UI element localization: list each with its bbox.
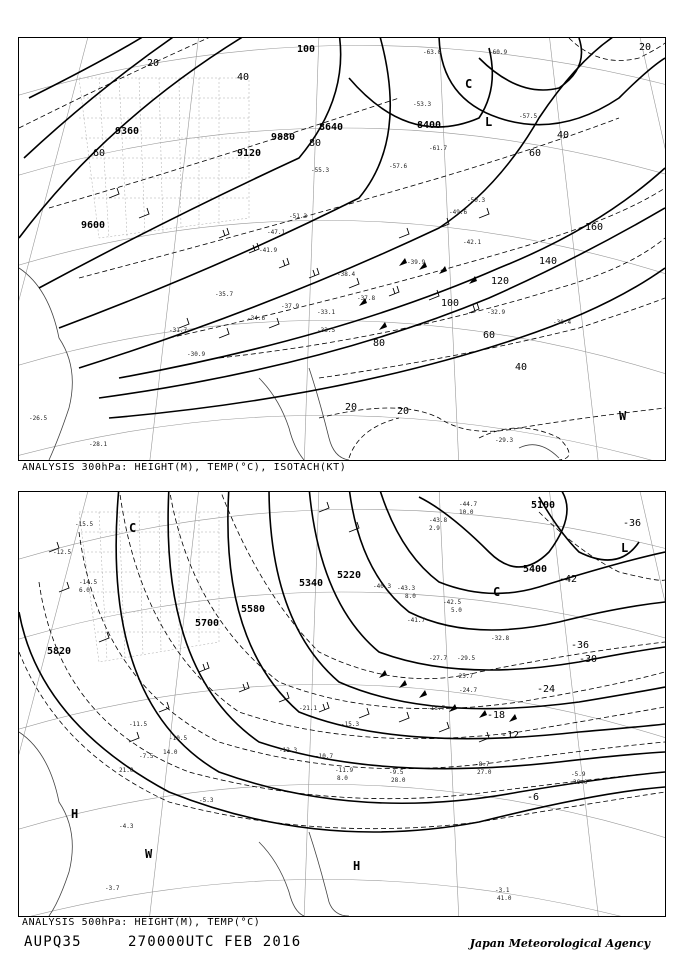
graticule: [19, 38, 665, 460]
isotach-label: 20: [345, 402, 358, 413]
height-label: 5700: [195, 618, 220, 629]
cold-marker: C: [493, 585, 501, 599]
wind-flags: [359, 258, 477, 330]
agency-credit: Japan Meteorological Agency: [469, 937, 650, 950]
svg-text:-51.3: -51.3: [289, 213, 308, 220]
isotach-label: 40: [557, 130, 570, 141]
svg-text:-32.8: -32.8: [491, 635, 510, 642]
svg-text:-4.3: -4.3: [119, 823, 134, 830]
svg-text:-12.5: -12.5: [53, 549, 72, 556]
svg-text:6.0: 6.0: [79, 587, 90, 594]
low-marker: L: [621, 541, 629, 555]
warm-marker: W: [145, 847, 153, 861]
svg-text:26.0: 26.0: [573, 779, 588, 786]
isotach-label: 140: [539, 256, 558, 267]
svg-text:-43.8: -43.8: [429, 517, 448, 524]
isotach-label: 60: [93, 148, 106, 159]
svg-text:-27.7: -27.7: [429, 655, 448, 662]
svg-text:21.0: 21.0: [119, 767, 134, 774]
height-label: 5340: [299, 578, 324, 589]
svg-text:-18.7: -18.7: [427, 705, 446, 712]
svg-text:-41.9: -41.9: [259, 247, 278, 254]
svg-text:-34.6: -34.6: [247, 315, 266, 322]
cold-marker: C: [129, 521, 137, 535]
height-label: 5400: [523, 564, 548, 575]
station-temps: [53, 501, 586, 894]
isotach-label: 120: [491, 276, 510, 287]
svg-text:-49.6: -49.6: [449, 209, 468, 216]
svg-text:-30.9: -30.9: [187, 351, 206, 358]
svg-text:-33.5: -33.5: [317, 327, 336, 334]
svg-text:-24.7: -24.7: [459, 687, 478, 694]
svg-text:-11.9: -11.9: [335, 767, 354, 774]
isotachs: [19, 38, 665, 460]
height-label: 9120: [237, 148, 262, 159]
svg-text:-47.1: -47.1: [267, 229, 286, 236]
analysis-time: 270000UTC FEB 2016: [128, 934, 302, 950]
svg-text:-15.3: -15.3: [341, 721, 360, 728]
station-temps: [29, 49, 571, 448]
isotach-label: 60: [483, 330, 496, 341]
isotach-label: 20: [397, 406, 410, 417]
svg-text:-11.5: -11.5: [129, 721, 148, 728]
warm-marker: W: [619, 409, 627, 423]
svg-text:-43.3: -43.3: [397, 585, 416, 592]
height-label: 8640: [319, 122, 344, 133]
stipple-area: [79, 512, 219, 662]
height-contours: [19, 38, 665, 418]
map-300hpa-svg: [19, 38, 665, 460]
isotach-label: 100: [441, 298, 460, 309]
svg-text:41.0: 41.0: [497, 895, 512, 902]
height-label: 5100: [531, 500, 556, 511]
height-label: 8400: [417, 120, 442, 131]
isotach-label: 40: [515, 362, 528, 373]
svg-text:-26.5: -26.5: [29, 415, 48, 422]
isotherm-label: -18: [487, 710, 506, 721]
svg-text:-5.9: -5.9: [571, 771, 586, 778]
wind-barbs: [109, 188, 489, 338]
svg-text:-53.3: -53.3: [413, 101, 432, 108]
svg-text:14.0: 14.0: [163, 749, 178, 756]
isotach-label: 40: [237, 72, 250, 83]
svg-text:-10.7: -10.7: [315, 753, 334, 760]
svg-text:-25.7: -25.7: [455, 673, 474, 680]
isotherm-label: -12: [501, 730, 520, 741]
caption-300hpa: ANALYSIS 300hPa: HEIGHT(M), TEMP(°C), ISOTACH(KT): [22, 462, 347, 473]
svg-text:-30.4: -30.4: [553, 319, 572, 326]
analysis-500hpa-map: [18, 491, 666, 917]
svg-text:10.0: 10.0: [459, 509, 474, 516]
svg-text:-40.3: -40.3: [373, 583, 392, 590]
svg-text:-32.9: -32.9: [487, 309, 506, 316]
svg-text:-31.7: -31.7: [169, 327, 188, 334]
isotherm-label: -42: [559, 574, 578, 585]
svg-text:2.9: 2.9: [429, 525, 440, 532]
isotach-label: 60: [529, 148, 542, 159]
height-label: 5220: [337, 570, 362, 581]
svg-text:-28.1: -28.1: [89, 441, 108, 448]
low-marker: L: [485, 115, 493, 129]
high-marker: H: [71, 807, 79, 821]
svg-text:-10.5: -10.5: [169, 735, 188, 742]
isotach-label: 20: [147, 58, 160, 69]
svg-text:-7.5: -7.5: [139, 753, 154, 760]
height-label: 5820: [47, 646, 72, 657]
svg-text:-37.9: -37.9: [281, 303, 300, 310]
svg-text:-61.7: -61.7: [429, 145, 448, 152]
svg-text:-8.7: -8.7: [475, 761, 490, 768]
isotach-label: 80: [309, 138, 322, 149]
svg-text:-35.7: -35.7: [215, 291, 234, 298]
svg-text:-15.5: -15.5: [75, 521, 94, 528]
svg-text:-14.5: -14.5: [79, 579, 98, 586]
svg-text:-44.7: -44.7: [459, 501, 478, 508]
svg-text:-37.8: -37.8: [357, 295, 376, 302]
analysis-300hpa-map: [18, 37, 666, 461]
bulletin-code: AUPQ35: [24, 934, 82, 950]
svg-text:-63.0: -63.0: [423, 49, 442, 56]
height-label: 9360: [115, 126, 140, 137]
high-marker: H: [353, 859, 361, 873]
caption-500hpa: ANALYSIS 500hPa: HEIGHT(M), TEMP(°C): [22, 917, 261, 928]
svg-text:-3.1: -3.1: [495, 887, 510, 894]
isotach-label: 80: [373, 338, 386, 349]
height-label: 9880: [271, 132, 296, 143]
svg-text:-33.1: -33.1: [317, 309, 336, 316]
svg-text:-9.5: -9.5: [389, 769, 404, 776]
isotach-label: 160: [585, 222, 604, 233]
station-dewpoints: [79, 509, 588, 902]
svg-text:27.0: 27.0: [477, 769, 492, 776]
isotherm-label: -36: [623, 518, 642, 529]
svg-text:-41.7: -41.7: [407, 617, 426, 624]
map-500hpa-svg: [19, 492, 665, 916]
svg-text:-60.9: -60.9: [489, 49, 508, 56]
cold-marker: C: [465, 77, 473, 91]
svg-text:-57.5: -57.5: [519, 113, 538, 120]
svg-text:-42.5: -42.5: [443, 599, 462, 606]
svg-text:8.0: 8.0: [405, 593, 416, 600]
isotherm-label: -30: [579, 654, 598, 665]
coastline: [19, 732, 349, 916]
svg-text:-5.3: -5.3: [199, 797, 214, 804]
svg-text:-39.9: -39.9: [407, 259, 426, 266]
svg-text:-29.3: -29.3: [495, 437, 514, 444]
svg-text:-38.4: -38.4: [337, 271, 356, 278]
svg-text:-57.6: -57.6: [389, 163, 408, 170]
isotach-label: 20: [639, 42, 652, 53]
svg-text:-55.3: -55.3: [311, 167, 330, 174]
isotherm-label: -6: [527, 792, 540, 803]
svg-text:-12.3: -12.3: [279, 747, 298, 754]
height-label: 5580: [241, 604, 266, 615]
svg-text:28.0: 28.0: [391, 777, 406, 784]
height-label: 100: [297, 44, 316, 55]
height-label: 9600: [81, 220, 106, 231]
isotherm-label: -24: [537, 684, 556, 695]
svg-text:-50.3: -50.3: [467, 197, 486, 204]
svg-text:-21.1: -21.1: [299, 705, 318, 712]
svg-text:5.0: 5.0: [451, 607, 462, 614]
svg-text:-3.7: -3.7: [105, 885, 120, 892]
isotherm-label: -36: [571, 640, 590, 651]
svg-text:8.0: 8.0: [337, 775, 348, 782]
svg-text:-29.5: -29.5: [457, 655, 476, 662]
svg-text:-42.1: -42.1: [463, 239, 482, 246]
